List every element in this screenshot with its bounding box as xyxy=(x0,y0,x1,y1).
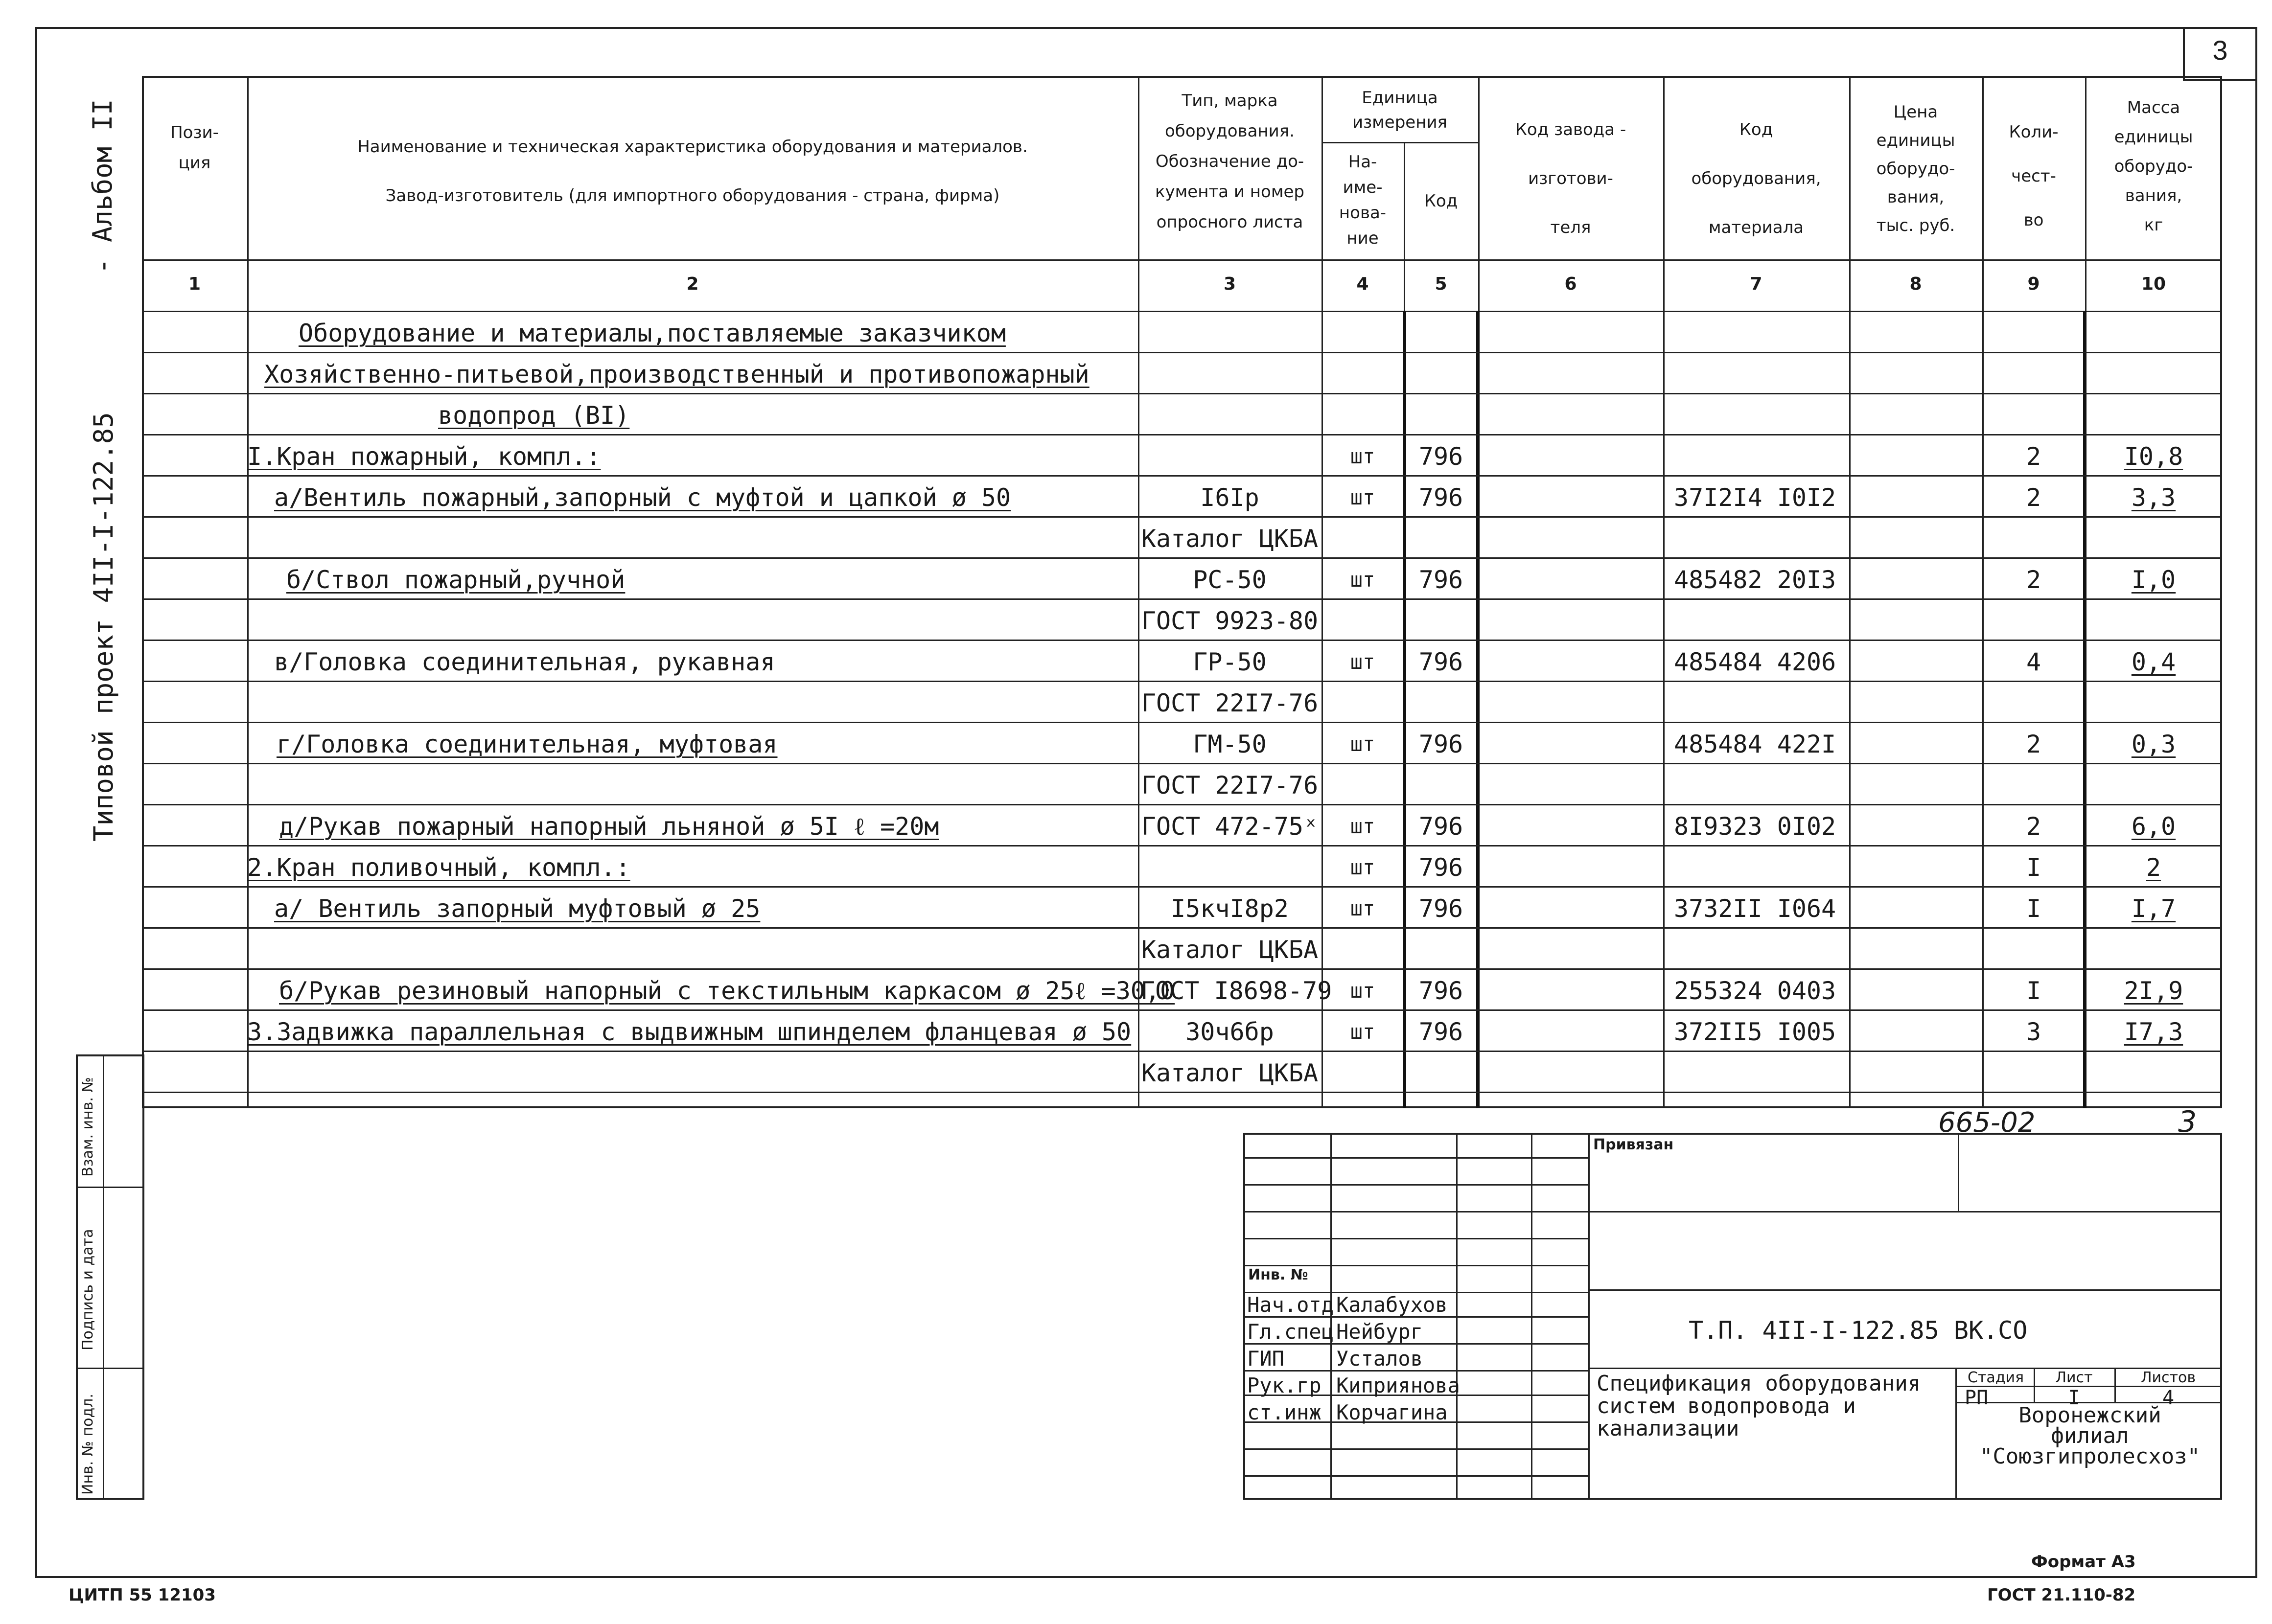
item-type: I5кчI8р2 xyxy=(1171,894,1289,923)
item-name: в/Головка соединительная, рукавная xyxy=(274,648,775,676)
item-equip-code: 255324 0403 xyxy=(1674,977,1836,1005)
header-qty: Коли- чест- во xyxy=(2009,122,2059,230)
item-mass: 6,0 xyxy=(2131,812,2176,841)
project-label: Типовой проект 4II-I-122.85 xyxy=(88,412,119,842)
sheets-value: 4 xyxy=(2162,1387,2175,1409)
item-type: Каталог ЦКБА xyxy=(1141,1059,1319,1087)
row-line xyxy=(142,352,2222,353)
item-qty: 2 xyxy=(2026,566,2041,594)
item-name: а/ Вентиль запорный муфтовый ø 25 xyxy=(274,894,761,923)
item-equip-code: 485482 20I3 xyxy=(1674,566,1836,594)
side-stamp-sign: Подпись и дата xyxy=(79,1229,96,1350)
signer-role: Нач.отд xyxy=(1247,1293,1334,1317)
album-label: - Альбом II xyxy=(87,99,118,274)
item-name: г/Головка соединительная, муфтовая xyxy=(277,730,778,758)
item-unit-code: 796 xyxy=(1418,1018,1463,1046)
tb-line xyxy=(1243,1448,1588,1450)
col-numbers-bottom xyxy=(142,311,2222,312)
item-type: ГОСТ 22I7-76 xyxy=(1141,771,1319,800)
tb-divider xyxy=(1588,1133,1590,1500)
item-qty: I xyxy=(2026,853,2041,882)
row-line xyxy=(142,804,2222,805)
row-line xyxy=(142,886,2222,888)
stage-label: Стадия xyxy=(1967,1369,2024,1386)
item-equip-code: 8I9323 0I02 xyxy=(1674,812,1836,841)
tb-divider xyxy=(1955,1368,1957,1500)
item-unit-code: 796 xyxy=(1418,566,1463,594)
item-equip-code: 485484 422I xyxy=(1674,730,1836,758)
col-num-9: 9 xyxy=(2027,274,2040,294)
side-stamp-repl: Взам. инв. № xyxy=(79,1077,96,1177)
item-name: Оборудование и материалы,поставляемые заказчиком xyxy=(299,319,1006,347)
item-equip-code: 3732II I064 xyxy=(1674,894,1836,923)
item-unit: шт xyxy=(1350,979,1375,1003)
item-mass: 0,4 xyxy=(2131,648,2176,676)
designation: Т.П. 4II-I-122.85 ВК.СО xyxy=(1689,1316,2028,1345)
item-type: РС-50 xyxy=(1193,566,1267,594)
item-mass: 2I,9 xyxy=(2124,977,2183,1005)
item-type: I6Iр xyxy=(1200,483,1259,512)
tb-line xyxy=(1588,1211,2222,1212)
item-unit: шт xyxy=(1350,814,1375,838)
item-type: 30ч6бр xyxy=(1185,1018,1274,1046)
side-stamp-inv: Инв. № подл. xyxy=(79,1394,96,1495)
row-line xyxy=(142,393,2222,394)
col-num-1: 1 xyxy=(188,274,201,294)
col-num-5: 5 xyxy=(1435,274,1447,294)
row-line xyxy=(142,927,2222,929)
item-unit: шт xyxy=(1350,855,1375,879)
row-line xyxy=(142,516,2222,518)
item-qty: 2 xyxy=(2026,442,2041,471)
item-name: водопрод (BI) xyxy=(438,401,630,430)
header-unit-code: Код xyxy=(1424,191,1458,211)
item-type: ГОСТ 22I7-76 xyxy=(1141,689,1319,717)
item-equip-code: 485484 4206 xyxy=(1674,648,1836,676)
row-line xyxy=(142,1051,2222,1052)
col-num-6: 6 xyxy=(1564,274,1577,294)
header-equip-code: Код оборудования, материала xyxy=(1691,120,1821,237)
sheets-label: Листов xyxy=(2140,1369,2196,1386)
signer-name: Усталов xyxy=(1336,1347,1423,1371)
item-mass: I,0 xyxy=(2131,566,2176,594)
unit-group-line xyxy=(1321,142,1478,143)
item-unit-code: 796 xyxy=(1418,648,1463,676)
item-mass: 3,3 xyxy=(2131,483,2176,512)
side-stamp-line xyxy=(76,1187,144,1188)
header-type: Тип, марка оборудования. Обозначение до- кумента и номер опросного листа xyxy=(1155,91,1304,232)
inv-label: Инв. № xyxy=(1248,1266,1308,1283)
row-line xyxy=(142,434,2222,435)
item-unit-code: 796 xyxy=(1418,483,1463,512)
header-mass: Масса единицы оборудо- вания, кг xyxy=(2114,98,2193,235)
col-num-7: 7 xyxy=(1750,274,1762,294)
tb-divider xyxy=(1958,1133,1959,1211)
header-unit-name: На- име- нова- ние xyxy=(1339,152,1387,248)
signer-name: Калабухов xyxy=(1336,1293,1448,1317)
col-num-8: 8 xyxy=(1909,274,1922,294)
tb-line xyxy=(1243,1184,1588,1186)
item-type: Каталог ЦКБА xyxy=(1141,936,1319,964)
item-type: Каталог ЦКБА xyxy=(1141,525,1319,553)
item-unit-code: 796 xyxy=(1418,730,1463,758)
row-line xyxy=(142,598,2222,600)
handwritten-ref: 665-02 xyxy=(1938,1107,2036,1139)
item-qty: 2 xyxy=(2026,812,2041,841)
col-num-2: 2 xyxy=(686,274,699,294)
item-mass: I7,3 xyxy=(2124,1018,2183,1046)
item-type: ГОСТ 472-75ˣ xyxy=(1141,812,1319,841)
item-unit: шт xyxy=(1350,568,1375,592)
header-price: Цена единицы оборудо- вания, тыс. руб. xyxy=(1876,102,1955,235)
tb-line xyxy=(1243,1238,1588,1239)
row-line xyxy=(142,640,2222,641)
row-line xyxy=(142,1092,2222,1093)
header-bottom xyxy=(142,259,2222,261)
item-name: I.Кран пожарный, компл.: xyxy=(247,442,601,471)
col-divider xyxy=(247,76,249,1108)
side-stamp-line xyxy=(76,1368,144,1369)
item-mass: 0,3 xyxy=(2131,730,2176,758)
item-name: б/Ствол пожарный,ручной xyxy=(286,566,626,594)
header-factory-code: Код завода - изготови- теля xyxy=(1515,120,1626,237)
signer-role: Рук.гр xyxy=(1247,1373,1321,1397)
item-qty: 2 xyxy=(2026,730,2041,758)
item-equip-code: 372II5 I005 xyxy=(1674,1018,1836,1046)
item-type: ГМ-50 xyxy=(1193,730,1267,758)
item-unit: шт xyxy=(1350,896,1375,920)
signer-role: ГИП xyxy=(1247,1347,1284,1371)
item-unit-code: 796 xyxy=(1418,977,1463,1005)
footer-format: Формат А3 xyxy=(2031,1552,2136,1572)
header-position: Пози- ция xyxy=(170,123,219,173)
col-num-4: 4 xyxy=(1356,274,1369,294)
side-stamp-divider xyxy=(103,1054,104,1500)
item-type: ГР-50 xyxy=(1193,648,1267,676)
item-unit: шт xyxy=(1350,650,1375,674)
item-mass: 2 xyxy=(2146,853,2161,882)
row-line xyxy=(142,475,2222,477)
item-unit-code: 796 xyxy=(1418,894,1463,923)
col-num-10: 10 xyxy=(2141,274,2166,294)
sheet-label: Лист xyxy=(2055,1369,2093,1386)
header-unit-group: Единица измерения xyxy=(1352,88,1448,132)
signer-name: Корчагина xyxy=(1336,1400,1448,1424)
item-name: 3.Задвижка параллельная с выдвижным шпинделем фланцевая ø 50 xyxy=(247,1018,1132,1046)
item-qty: I xyxy=(2026,894,2041,923)
row-line xyxy=(142,557,2222,559)
footer-gost: ГОСТ 21.110-82 xyxy=(1987,1585,2136,1605)
tb-line xyxy=(1243,1157,1588,1159)
tb-line xyxy=(1243,1211,1588,1212)
item-unit: шт xyxy=(1350,1020,1375,1044)
signer-name: Киприянова xyxy=(1336,1373,1460,1397)
row-line xyxy=(142,763,2222,764)
row-line xyxy=(142,845,2222,846)
item-qty: 2 xyxy=(2026,483,2041,512)
row-line xyxy=(142,1009,2222,1011)
handwritten-sheet: 3 xyxy=(2178,1105,2197,1139)
item-qty: I xyxy=(2026,977,2041,1005)
item-unit: шт xyxy=(1350,485,1375,509)
item-name: Хозяйственно-питьевой,производственный и противопожарный xyxy=(264,360,1090,389)
item-unit-code: 796 xyxy=(1418,812,1463,841)
item-type: ГОСТ 9923-80 xyxy=(1141,607,1319,635)
corner-number: 3 xyxy=(2212,35,2228,66)
sheet-value: I xyxy=(2068,1387,2080,1409)
item-name: а/Вентиль пожарный,запорный с муфтой и цапкой ø 50 xyxy=(274,483,1011,512)
item-qty: 4 xyxy=(2026,648,2041,676)
item-equip-code: 37I2I4 I0I2 xyxy=(1674,483,1836,512)
doc-title: Спецификация оборудования систем водопровода и канализации xyxy=(1597,1371,1921,1441)
row-line xyxy=(142,968,2222,970)
item-type: ГОСТ I8698-79 xyxy=(1140,977,1332,1005)
signer-name: Нейбург xyxy=(1336,1320,1423,1344)
organization: Воронежский филиал "Союзгипролесхоз" xyxy=(1979,1403,2201,1469)
item-qty: 3 xyxy=(2026,1018,2041,1046)
item-unit-code: 796 xyxy=(1418,442,1463,471)
header-name: Наименование и техническая характеристика оборудования и материалов. Завод-изготовитель (для импортного оборудования - страна, фирма) xyxy=(357,137,1028,206)
stage-value: РП xyxy=(1965,1387,1989,1409)
row-line xyxy=(142,681,2222,682)
item-unit: шт xyxy=(1350,732,1375,756)
item-mass: I,7 xyxy=(2131,894,2176,923)
item-name: 2.Кран поливочный, компл.: xyxy=(247,853,630,882)
item-name: д/Рукав пожарный напорный льняной ø 5I ℓ =20м xyxy=(279,812,939,841)
signer-role: Гл.спец xyxy=(1247,1320,1334,1344)
col-num-3: 3 xyxy=(1223,274,1236,294)
footer-left: ЦИТП 55 12103 xyxy=(69,1585,216,1605)
tb-line xyxy=(1243,1475,1588,1477)
signer-role: ст.инж xyxy=(1247,1400,1321,1424)
item-unit: шт xyxy=(1350,444,1375,468)
bound-label: Привязан xyxy=(1593,1136,1674,1153)
row-line xyxy=(142,722,2222,723)
tb-line xyxy=(1588,1289,2222,1291)
item-mass: I0,8 xyxy=(2124,442,2183,471)
item-name: б/Рукав резиновый напорный с текстильным каркасом ø 25ℓ =30,0 xyxy=(279,977,1175,1005)
item-unit-code: 796 xyxy=(1418,853,1463,882)
